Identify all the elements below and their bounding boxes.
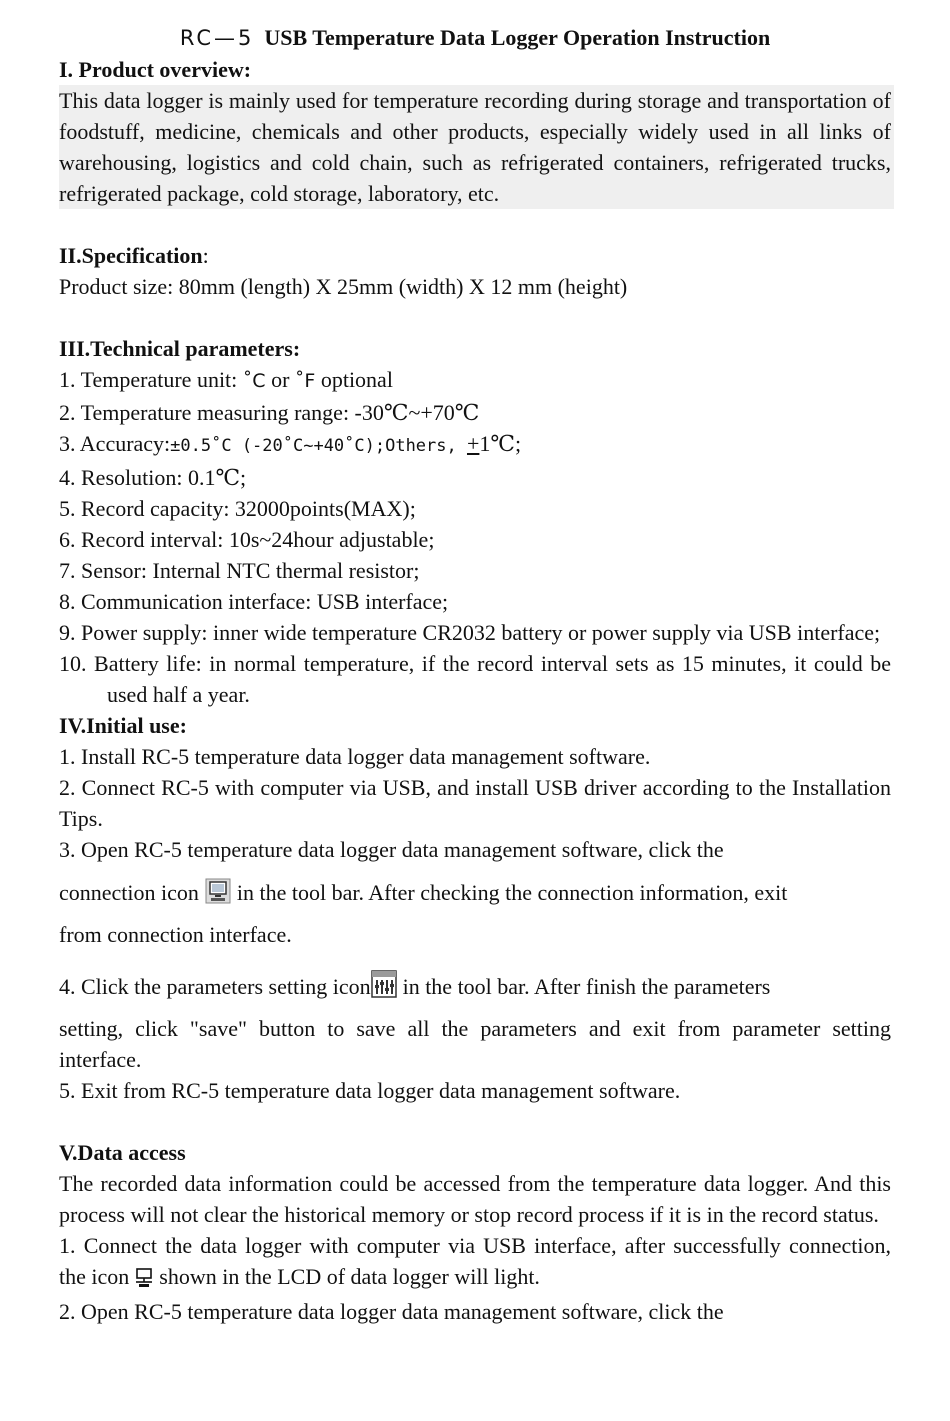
initial-step-3 bbox=[59, 834, 891, 950]
document bbox=[59, 22, 891, 1327]
unit-suffix: optional bbox=[315, 367, 393, 392]
step4-line1 bbox=[59, 965, 891, 1013]
section-heading-data-access: V.Data access bbox=[59, 1140, 186, 1165]
initial-step-4 bbox=[59, 965, 891, 1075]
param-sensor: 7. Sensor: Internal NTC thermal resistor; bbox=[59, 558, 420, 583]
param-capacity: 5. Record capacity: 32000points(MAX); bbox=[59, 496, 416, 521]
access-step-2: 2. Open RC-5 temperature data logger data management software, click the bbox=[59, 1299, 724, 1324]
step4-line2: setting, click "save" button to save all the parameters and exit from parameter setting interface. bbox=[59, 1016, 891, 1072]
accuracy-tail: 1℃; bbox=[479, 431, 522, 456]
step3-line1: 3. Open RC-5 temperature data logger data management software, click the bbox=[59, 837, 724, 862]
access-step-1 bbox=[59, 1230, 891, 1296]
initial-step-1: 1. Install RC-5 temperature data logger data management software. bbox=[59, 744, 651, 769]
initial-step-2: 2. Connect RC-5 with computer via USB, and install USB driver according to the Installation Tips. bbox=[59, 775, 891, 831]
param-measuring-range: 2. Temperature measuring range: -30℃~+70℃ bbox=[59, 400, 480, 425]
title-text: USB Temperature Data Logger Operation Instruction bbox=[264, 25, 771, 50]
unit-or: or bbox=[265, 367, 295, 392]
step3-connection-text: connection icon bbox=[59, 880, 199, 905]
accuracy-value: ±0.5˚C (-20˚C~+40˚C);Others, bbox=[170, 436, 467, 456]
unit-celsius: ˚C bbox=[242, 370, 266, 392]
overview-paragraph: This data logger is mainly used for temperature recording during storage and transportation of foodstuff, medicine, chemicals and other products, especially widely used in all links of warehousing, logistics and cold chain, such as refrigerated containers, refrigerated trucks, refrigerated package, cold storage, laboratory, etc. bbox=[59, 85, 894, 209]
step4-toolbar-text: in the tool bar. After finish the parameters bbox=[402, 974, 771, 999]
param-battery-life: 10. Battery life: in normal temperature, if the record interval sets as 15 minutes, it could be used half a year. bbox=[59, 651, 891, 707]
parameters-setting-icon bbox=[371, 969, 397, 1013]
access-step1-tail: shown in the LCD of data logger will light. bbox=[159, 1264, 540, 1289]
access-step1-text: 1. Connect the data logger with computer via USB interface, after successfully connection, the icon bbox=[59, 1233, 891, 1289]
connection-icon bbox=[205, 875, 231, 919]
step4-text: 4. Click the parameters setting icon bbox=[59, 974, 371, 999]
step3-line2 bbox=[59, 871, 891, 919]
step3-line3: from connection interface. bbox=[59, 922, 292, 947]
product-size: Product size: 80mm (length) X 25mm (width) X 12 mm (height) bbox=[59, 274, 628, 299]
section-heading-technical: III.Technical parameters: bbox=[59, 336, 301, 361]
param-resolution: 4. Resolution: 0.1℃; bbox=[59, 465, 247, 490]
param-accuracy bbox=[59, 428, 891, 462]
spec-heading-colon: : bbox=[202, 243, 209, 268]
section-heading-initial-use: IV.Initial use: bbox=[59, 713, 187, 738]
accuracy-plusminus: + bbox=[466, 431, 480, 456]
step3-toolbar-text: in the tool bar. After checking the connection information, exit bbox=[236, 880, 788, 905]
document-title bbox=[59, 22, 891, 54]
param-temperature-unit bbox=[59, 364, 891, 397]
param-interface: 8. Communication interface: USB interface; bbox=[59, 589, 449, 614]
initial-step-5: 5. Exit from RC-5 temperature data logger data management software. bbox=[59, 1078, 681, 1103]
unit-fahrenheit: ˚F bbox=[294, 370, 316, 392]
unit-prefix: 1. Temperature unit: bbox=[59, 367, 243, 392]
accuracy-prefix: 3. Accuracy: bbox=[59, 431, 171, 456]
usb-connection-lcd-icon bbox=[135, 1265, 153, 1296]
model-name: RC—5 bbox=[179, 26, 255, 50]
section-heading-specification bbox=[59, 240, 891, 271]
section-heading-overview: I. Product overview: bbox=[59, 57, 252, 82]
data-access-paragraph: The recorded data information could be accessed from the temperature data logger. And this process will not clear the historical memory or stop record process if it is in the record status. bbox=[59, 1171, 891, 1227]
spec-heading-text: II.Specification bbox=[59, 243, 203, 268]
param-power-supply: 9. Power supply: inner wide temperature CR2032 battery or power supply via USB interface; bbox=[59, 620, 881, 645]
param-interval: 6. Record interval: 10s~24hour adjustable; bbox=[59, 527, 435, 552]
